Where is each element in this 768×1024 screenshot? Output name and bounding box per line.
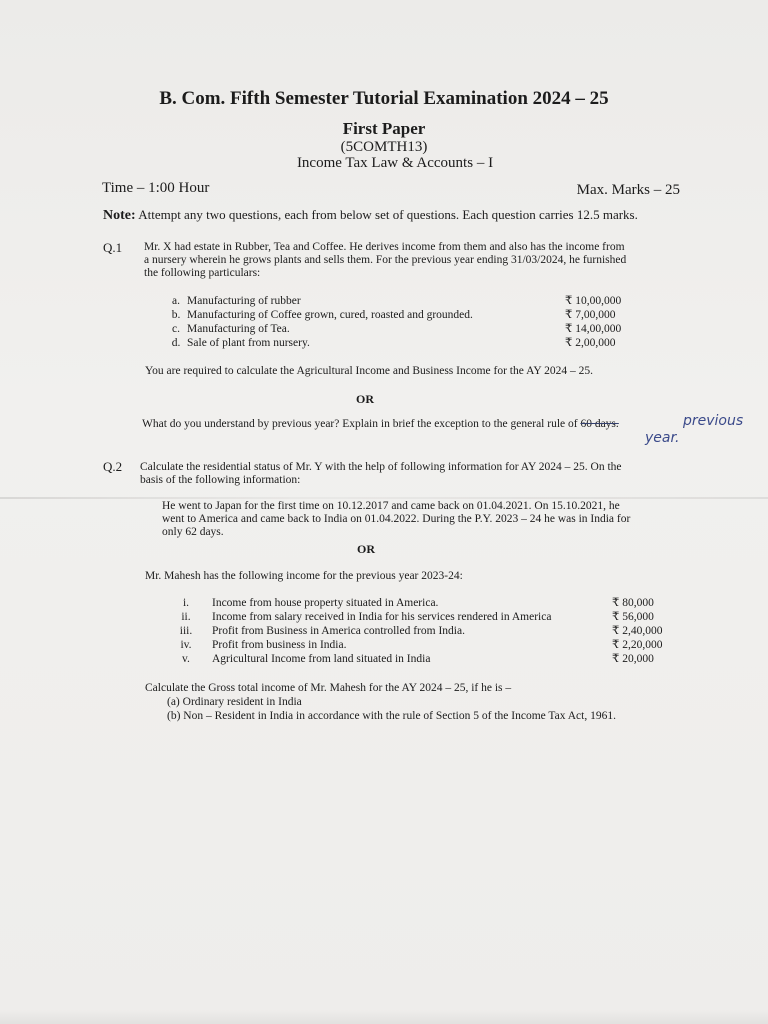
q2-info-line: He went to Japan for the first time on 10.12.2017 and came back on 01.04.2021. On 15.10.2021, he	[162, 500, 620, 512]
q2-part-b: (b) Non – Resident in India in accordance with the rule of Section 5 of the Income Tax Act, 1961.	[167, 710, 616, 722]
q2-item-amount: ₹ 20,000	[612, 653, 654, 665]
paper-fold	[0, 497, 768, 499]
q2-item-label: ii.	[181, 611, 191, 623]
q2-intro	[140, 461, 700, 487]
q2-mahesh-intro: Mr. Mahesh has the following income for the previous year 2023-24:	[145, 570, 463, 582]
q2-item-label: iv.	[180, 639, 192, 651]
q1-item-text: Manufacturing of rubber	[187, 295, 301, 307]
q1-item-amount: ₹ 2,00,000	[565, 337, 616, 349]
q2-item-label: iii.	[179, 625, 193, 637]
exam-title: B. Com. Fifth Semester Tutorial Examination 2024 – 25	[159, 88, 609, 109]
q2-item-text: Profit from Business in America controlled from India.	[212, 625, 465, 637]
q2-info	[162, 500, 707, 539]
q2-item-amount: ₹ 56,000	[612, 611, 654, 623]
note-label: Note:	[103, 208, 136, 223]
q1-alt-struck: 60 days.	[580, 418, 619, 430]
q1-item-amount: ₹ 7,00,000	[565, 309, 616, 321]
course-name: Income Tax Law & Accounts – I	[296, 155, 494, 171]
q2-number: Q.2	[103, 459, 123, 474]
q2-item-text: Profit from business in India.	[212, 639, 347, 651]
handwritten-note: year.	[645, 430, 680, 446]
q2-or: OR	[357, 542, 375, 556]
paper-bottom-edge	[0, 1010, 768, 1024]
max-marks: Max. Marks – 25	[576, 182, 680, 198]
q2-info-line: only 62 days.	[162, 526, 224, 538]
q2-item-text: Income from salary received in India for his services rendered in America	[212, 611, 552, 623]
q1-item-text: Manufacturing of Tea.	[187, 323, 290, 335]
q2-item-text: Agricultural Income from land situated in India	[212, 653, 431, 665]
q2-calc-line: Calculate the Gross total income of Mr. Mahesh for the AY 2024 – 25, if he is –	[145, 682, 512, 694]
q1-intro-line: Mr. X had estate in Rubber, Tea and Coffee. He derives income from them and also has the income from	[144, 241, 625, 253]
q1-alt-text: What do you understand by previous year? Explain in brief the exception to the general rule of	[142, 418, 578, 430]
q1-item-label: d.	[171, 337, 181, 349]
q2-item-label: v.	[182, 653, 190, 665]
q2-item-amount: ₹ 2,40,000	[612, 625, 663, 637]
q2-item-label: i.	[182, 597, 190, 609]
q1-item-amount: ₹ 14,00,000	[565, 323, 622, 335]
q1-intro	[144, 241, 704, 280]
q2-item-amount: ₹ 80,000	[612, 597, 654, 609]
q1-intro-line: the following particulars:	[144, 267, 261, 279]
q1-number: Q.1	[103, 240, 123, 255]
q2-item-amount: ₹ 2,20,000	[612, 639, 663, 651]
q2-intro-line: basis of the following information:	[140, 474, 301, 486]
q1-item-label: b.	[171, 309, 181, 321]
q2-item-text: Income from house property situated in America.	[212, 597, 439, 609]
q2-part-a: (a) Ordinary resident in India	[167, 696, 302, 708]
q1-item-text: Manufacturing of Coffee grown, cured, roasted and grounded.	[187, 309, 473, 321]
q1-intro-line: a nursery wherein he grows plants and sells them. For the previous year ending 31/03/2024, he furnished	[144, 254, 627, 266]
q1-item-text: Sale of plant from nursery.	[187, 337, 310, 349]
note	[103, 207, 703, 224]
q1-item-label: c.	[172, 323, 180, 335]
exam-time: Time – 1:00 Hour	[102, 180, 210, 196]
q2-intro-line: Calculate the residential status of Mr. Y with the help of following information for AY 2024 – 25. On the	[140, 461, 622, 473]
q1-item-amount: ₹ 10,00,000	[565, 295, 622, 307]
q1-required: You are required to calculate the Agricultural Income and Business Income for the AY 2024 – 25.	[145, 365, 593, 377]
note-text: Attempt any two questions, each from below set of questions. Each question carries 12.5 marks.	[138, 207, 638, 222]
q2-calc	[145, 681, 705, 723]
q1-or: OR	[356, 392, 374, 406]
q1-item-label: a.	[172, 295, 180, 307]
paper-title: First Paper	[342, 119, 426, 138]
q2-info-line: went to America and came back to India on 01.04.2022. During the P.Y. 2023 – 24 he was in India for	[162, 513, 631, 525]
handwritten-note: previous	[683, 413, 744, 429]
paper-code: (5COMTH13)	[340, 139, 428, 155]
